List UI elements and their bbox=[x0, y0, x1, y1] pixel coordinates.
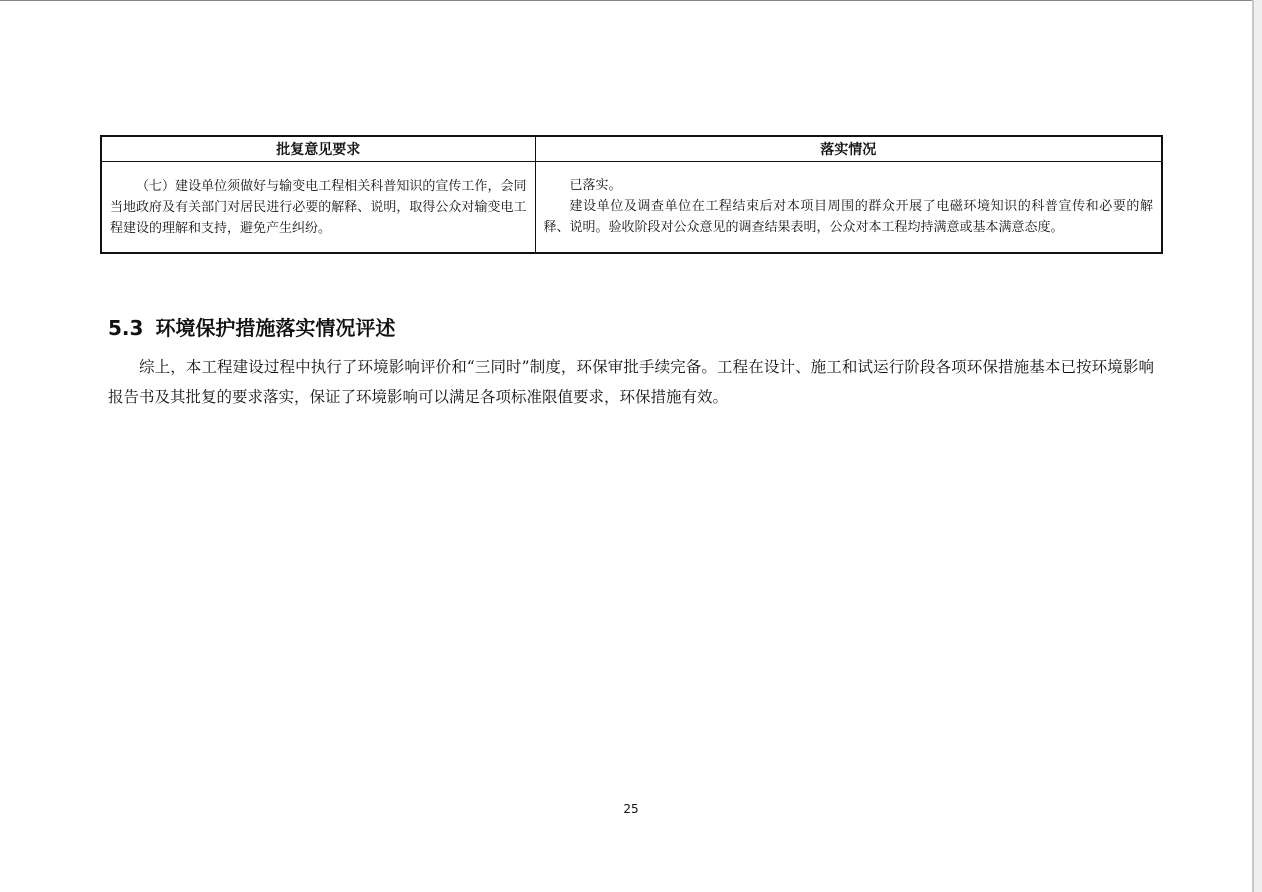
status-text-block bbox=[536, 175, 1162, 240]
table-header-row bbox=[101, 136, 1162, 162]
status-cell bbox=[535, 162, 1162, 254]
approval-requirements-table bbox=[100, 135, 1163, 254]
section-paragraph: 综上，本工程建设过程中执行了环境影响评价和“三同时”制度，环保审批手续完备。工程在设计、施工和试运行阶段各项环保措施基本已按环境影响报告书及其批复的要求落实，保证了环境影响可以满足各项标准限值要求，环保措施有效。 bbox=[108, 358, 1154, 406]
table-row bbox=[101, 162, 1162, 254]
status-line: 建设单位及调查单位在工程结束后对本项目周围的群众开展了电磁环境知识的科普宣传和必要的解释、说明。验收阶段对公众意见的调查结果表明，公众对本工程均持满意或基本满意态度。 bbox=[543, 198, 1153, 235]
page-right-shadow bbox=[1254, 0, 1262, 892]
requirement-cell bbox=[101, 162, 535, 254]
status-line: 已落实。 bbox=[569, 177, 622, 193]
header-requirement: 批复意见要求 bbox=[101, 136, 535, 162]
section-heading bbox=[108, 312, 395, 341]
header-status: 落实情况 bbox=[535, 136, 1162, 162]
section-title: 环境保护措施落实情况评述 bbox=[155, 316, 396, 340]
requirement-text: （七）建设单位须做好与输变电工程相关科普知识的宣传工作，会同当地政府及有关部门对居民进行必要的解释、说明，取得公众对输变电工程建设的理解和支持，避免产生纠纷。 bbox=[110, 178, 527, 236]
page-number: 25 bbox=[623, 802, 639, 816]
section-number: 5.3 bbox=[108, 316, 144, 340]
page-top-edge bbox=[0, 0, 1262, 1]
